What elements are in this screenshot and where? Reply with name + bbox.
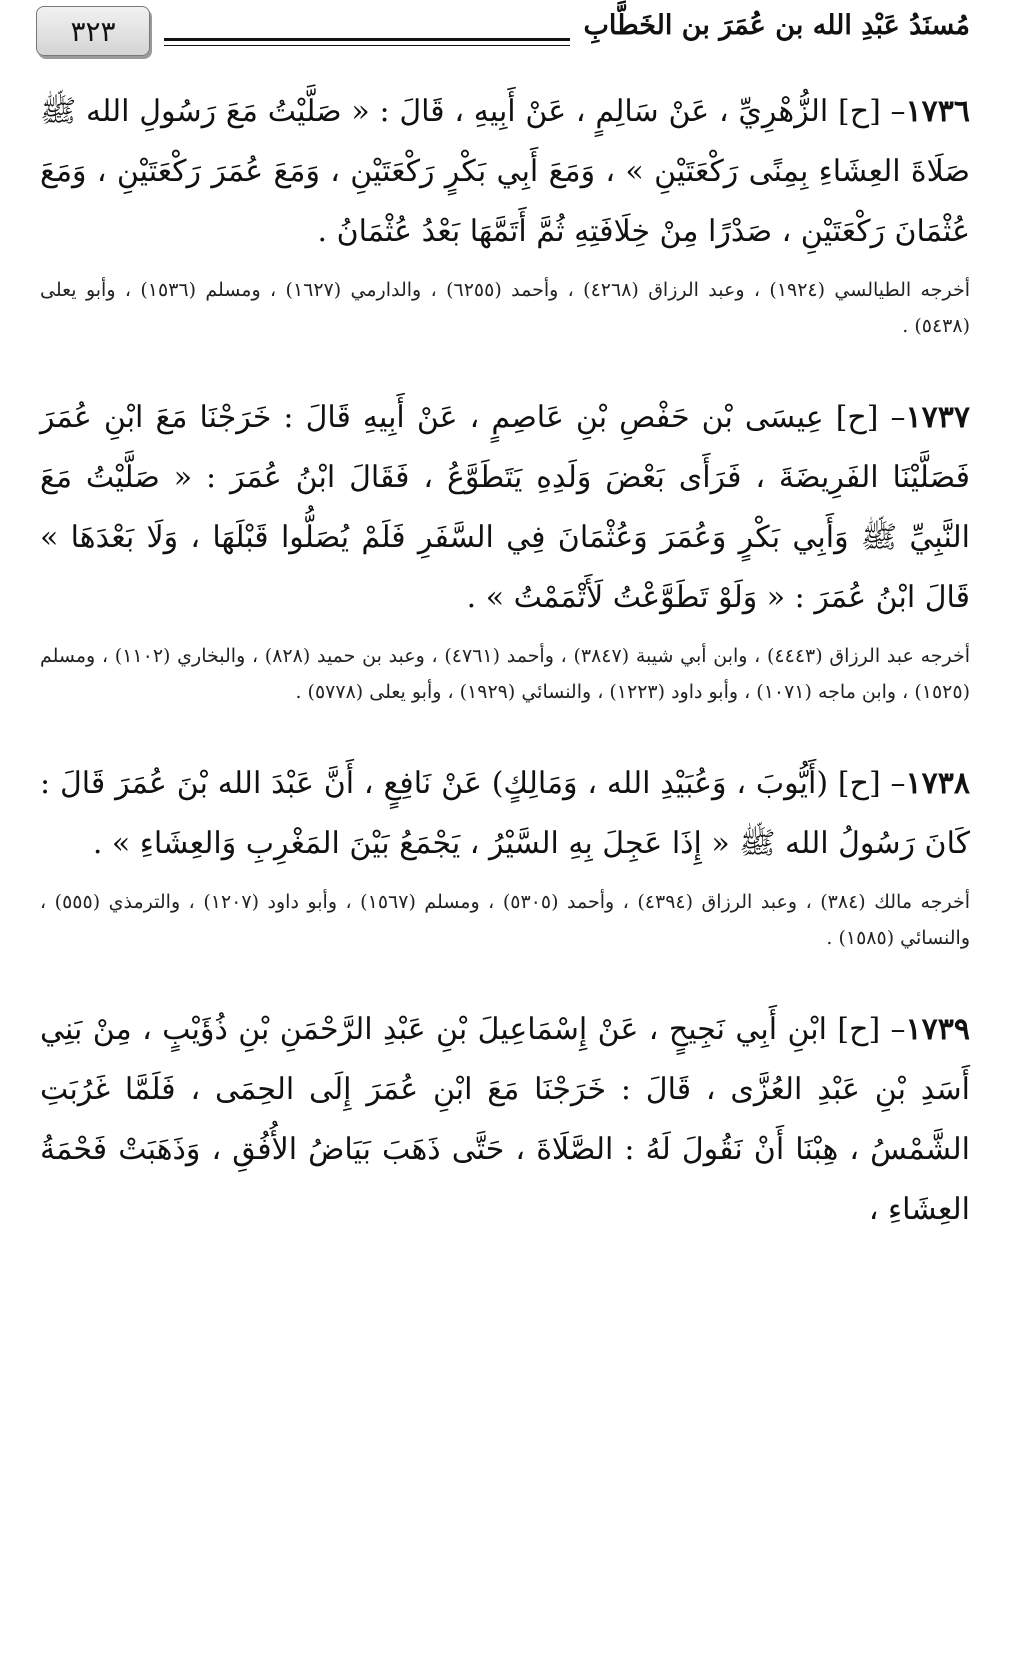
takhrij-note: أخرجه عبد الرزاق (٤٤٤٣) ، وابن أبي شيبة (٣٨٤٧) ، وأحمد (٤٧٦١) ، وعبد بن حميد (٨٢٨) ، والبخاري (١١٠٢) ، ومسلم (١٥٢٥) ، وابن ماجه (١٠٧١) ، وأبو داود (١٢٢٣) ، والنسائي (١٩٢٩) ، وأبو يعلى (٥٧٧٨) . xyxy=(40,645,971,703)
header-rule-thin xyxy=(164,45,570,46)
hadith-number: ١٧٣٨ xyxy=(905,766,970,801)
entry-spacer xyxy=(40,956,970,1000)
running-title: مُسنَدُ عَبْدِ الله بن عُمَرَ بن الخَطَّابِ xyxy=(583,10,970,41)
hadith-text xyxy=(40,754,970,874)
header-rule xyxy=(164,38,570,41)
hadith-number: ١٧٣٩ xyxy=(905,1012,970,1047)
page-body xyxy=(40,82,970,1240)
hadith-number: ١٧٣٦ xyxy=(905,94,970,129)
hadith-body: – [ح] ابْنِ أَبِي نَجِيحٍ ، عَنْ إِسْمَاعِيلَ بْنِ عَبْدِ الرَّحْمَنِ بْنِ ذُؤَيْبٍ ، مِنْ بَنِي أَسَدِ بْنِ عَبْدِ العُزَّى ، قَالَ : خَرَجْنَا مَعَ ابْنِ عُمَرَ إِلَى الحِمَى ، فَلَمَّا غَرُبَتِ الشَّمْسُ ، هِبْنَا أَنْ نَقُولَ لَهُ : الصَّلَاةَ ، حَتَّى ذَهَبَ بَيَاضُ الأُفُقِ ، وَذَهَبَتْ فَحْمَةُ العِشَاءِ ، xyxy=(40,1012,970,1227)
takhrij-note: أخرجه مالك (٣٨٤) ، وعبد الرزاق (٤٣٩٤) ، وأحمد (٥٣٠٥) ، ومسلم (١٥٦٧) ، وأبو داود (١٢٠٧) ، والترمذي (٥٥٥) ، والنسائي (١٥٨٥) . xyxy=(40,891,970,949)
hadith-body: – [ح] (أَيُّوبَ ، وَعُبَيْدِ الله ، وَمَالِكٍ) عَنْ نَافِعٍ ، أَنَّ عَبْدَ الله بْنَ عُمَرَ قَالَ : كَانَ رَسُولُ الله ﷺ « إِذَا عَجِلَ بِهِ السَّيْرُ ، يَجْمَعُ بَيْنَ المَغْرِبِ وَالعِشَاءِ » . xyxy=(40,766,970,861)
page-number-badge xyxy=(36,6,150,56)
hadith-text xyxy=(40,1000,970,1240)
hadith-text xyxy=(40,82,970,262)
hadith-entry xyxy=(40,1000,970,1240)
hadith-body: – [ح] عِيسَى بْن حَفْصِ بْنِ عَاصِمٍ ، عَنْ أَبِيهِ قَالَ : خَرَجْنَا مَعَ ابْنِ عُمَرَ فَصَلَّيْنَا الفَرِيضَةَ ، فَرَأَى بَعْضَ وَلَدِهِ يَتَطَوَّعُ ، فَقَالَ ابْنُ عُمَرَ : « صَلَّيْتُ مَعَ النَّبِيِّ ﷺ وَأَبِي بَكْرٍ وَعُمَرَ وَعُثْمَانَ فِي السَّفَرِ فَلَمْ يُصَلُّوا قَبْلَهَا ، وَلَا بَعْدَهَا » قَالَ ابْنُ عُمَرَ : « وَلَوْ تَطَوَّعْتُ لَأَتْمَمْتُ » . xyxy=(40,400,970,615)
hadith-entry xyxy=(40,82,970,344)
page-number: ٣٢٣ xyxy=(70,14,116,48)
entry-spacer xyxy=(40,710,970,754)
hadith-body: – [ح] الزُّهْرِيِّ ، عَنْ سَالِمٍ ، عَنْ أَبِيهِ ، قَالَ : « صَلَّيْتُ مَعَ رَسُولِ الله ﷺ صَلَاةَ العِشَاءِ بِمِنًى رَكْعَتَيْنِ » ، وَمَعَ أَبِي بَكْرٍ رَكْعَتَيْنِ ، وَمَعَ عُمَرَ رَكْعَتَيْنِ ، وَمَعَ عُثْمَانَ رَكْعَتَيْنِ ، صَدْرًا مِنْ خِلَافَتِهِ ثُمَّ أَتَمَّهَا بَعْدُ عُثْمَانُ . xyxy=(40,94,970,249)
takhrij-note: أخرجه الطيالسي (١٩٢٤) ، وعبد الرزاق (٤٢٦٨) ، وأحمد (٦٢٥٥) ، والدارمي (١٦٢٧) ، ومسلم (١٥٣٦) ، وأبو يعلى (٥٤٣٨) . xyxy=(40,279,970,337)
hadith-number: ١٧٣٧ xyxy=(905,400,970,435)
page-header xyxy=(36,6,970,60)
entry-spacer xyxy=(40,344,970,388)
hadith-entry xyxy=(40,754,970,956)
hadith-entry xyxy=(40,388,970,710)
hadith-text xyxy=(40,388,970,628)
